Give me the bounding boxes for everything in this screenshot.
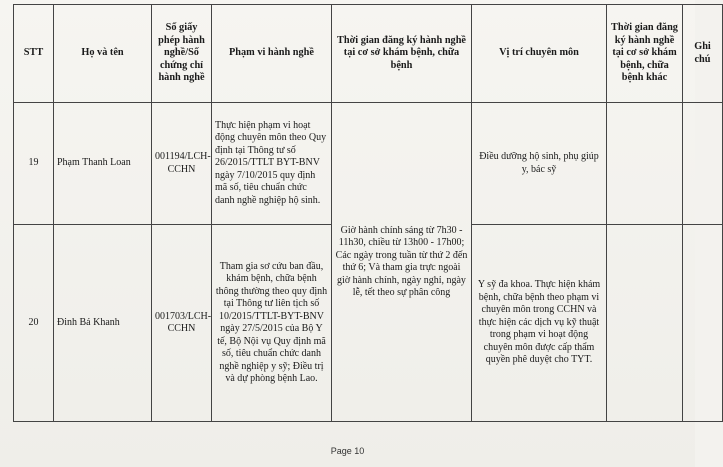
row-name: Phạm Thanh Loan: [54, 103, 152, 225]
row-license: 001703/LCH-CCHN: [152, 225, 212, 422]
registration-time-cell: Giờ hành chính sáng từ 7h30 - 11h30, chiều từ 13h00 - 17h00; Các ngày trong tuần từ thứ 2 đến thứ 6; Và tham gia trực ngoài giờ hành chính, ngày nghỉ, ngày lễ, tết theo sự phân công: [332, 103, 472, 422]
row-other-time: [607, 103, 683, 225]
row-stt: 19: [14, 103, 54, 225]
row-note: [683, 225, 723, 422]
row-license: 001194/LCH-CCHN: [152, 103, 212, 225]
row-stt: 20: [14, 225, 54, 422]
header-name: Họ và tên: [54, 5, 152, 103]
table-row: [14, 103, 723, 225]
row-scope: Tham gia sơ cứu ban đầu, khám bệnh, chữa bệnh thông thường theo quy định tại Thông tư liên tịch số 10/2015/TTLT-BYT-BNV ngày 27/5/2015 của Bộ Y tế, Bộ Nội vụ Quy định mã số, tiêu chuẩn chức danh nghề nghiệp y sỹ; Điều trị và dự phòng bệnh Lao.: [212, 225, 332, 422]
row-position: Điều dưỡng hộ sinh, phụ giúp y, bác sỹ: [472, 103, 607, 225]
page-number: Page 10: [330, 446, 365, 456]
header-note: Ghi chú: [683, 5, 723, 103]
row-note: [683, 103, 723, 225]
header-stt: STT: [14, 5, 54, 103]
header-other-time: Thời gian đăng ký hành nghề tại cơ sở khám bệnh, chữa bệnh khác: [607, 5, 683, 103]
row-name: Đinh Bá Khanh: [54, 225, 152, 422]
row-scope: Thực hiện phạm vi hoạt động chuyên môn theo Quy định tại Thông tư số 26/2015/TTLT BYT-BNV ngày 7/10/2015 quy định mã số, tiêu chuẩn chức danh nghề nghiệp hộ sinh.: [212, 103, 332, 225]
header-license: Số giấy phép hành nghề/Số chứng chỉ hành nghề: [152, 5, 212, 103]
row-position: Y sỹ đa khoa. Thực hiện khám bệnh, chữa bệnh theo phạm vi chuyên môn trong CCHN và thực hiện các dịch vụ kỹ thuật trong phạm vi hoạt động chuyên môn được cấp thẩm quyền phê duyệt cho TYT.: [472, 225, 607, 422]
header-time: Thời gian đăng ký hành nghề tại cơ sở khám bệnh, chữa bệnh: [332, 5, 472, 103]
staff-registration-table: [13, 4, 723, 422]
header-scope: Phạm vi hành nghề: [212, 5, 332, 103]
header-row: [14, 5, 723, 103]
row-other-time: [607, 225, 683, 422]
header-position: Vị trí chuyên môn: [472, 5, 607, 103]
